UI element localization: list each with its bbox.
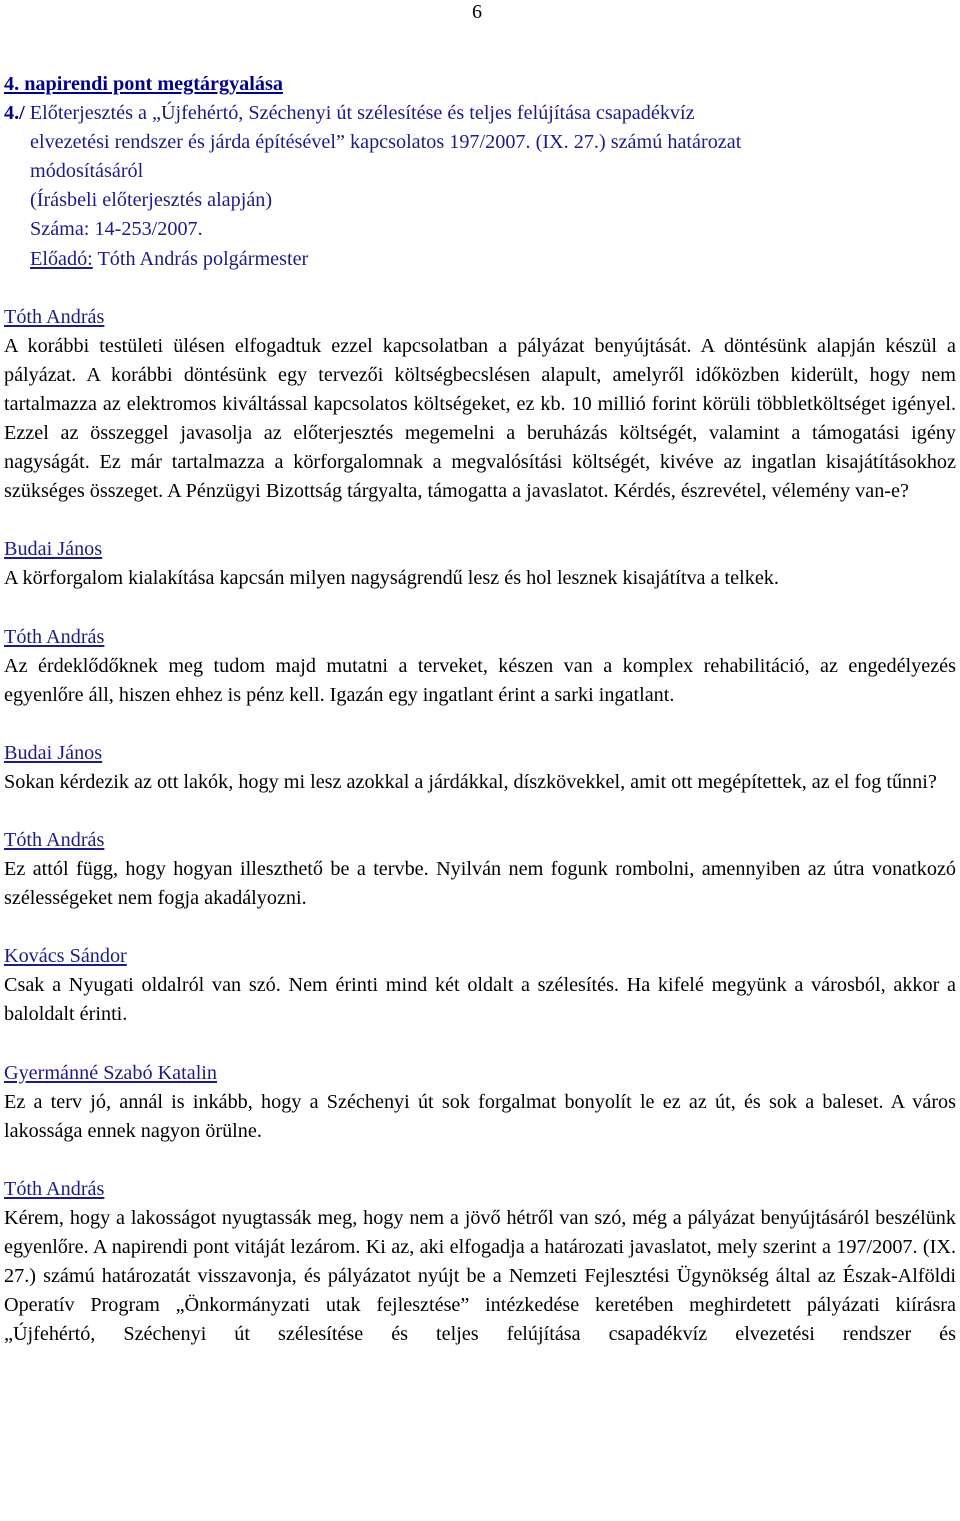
speaker-name: Tóth András: [4, 1177, 105, 1200]
speaker-name: Tóth András: [4, 305, 105, 328]
speech-text: Csak a Nyugati oldalról van szó. Nem érinti mind két oldalt a szélesítés. Ha kifelé megyünk a városból, akkor a baloldalt érinti.: [4, 974, 956, 1026]
agenda-item-number: 4./: [4, 102, 25, 125]
speaker-name: Kovács Sándor: [4, 945, 127, 968]
dialogue-entry: [4, 826, 956, 913]
speech-text: Ez a terv jó, annál is inkább, hogy a Széchenyi út sok forgalmat bonyolít le ez az út, és sok a baleset. A város lakossága ennek nagyon örülne.: [4, 1090, 956, 1142]
agenda-title-part1: Előterjesztés a „Újfehértó, Széchenyi út szélesítése és teljes felújítása csapadékvíz: [24, 102, 695, 125]
dialogue-entry: [4, 623, 956, 710]
speech-text: Sokan kérdezik az ott lakók, hogy mi lesz azokkal a járdákkal, díszkövekkel, amit ott megépítettek, az el fog tűnni?: [4, 770, 937, 793]
agenda-item-header: [4, 70, 956, 274]
speaker-name: Budai János: [4, 538, 103, 561]
agenda-number: Száma: 14-253/2007.: [30, 218, 203, 241]
speaker-name: Budai János: [4, 741, 103, 764]
dialogue-entry: [4, 535, 956, 593]
speech-text: A körforgalom kialakítása kapcsán milyen nagyságrendű lesz és hol lesznek kisajátítva a telkek.: [4, 567, 779, 590]
speech-text: Kérem, hogy a lakosságot nyugtassák meg, hogy nem a jövő hétről van szó, még a pályázat benyújtásáról beszélünk egyenlőre. A napirendi pont vitáját lezárom. Ki az, aki elfogadja a határozati javaslatot, mely szerint a 197/2007. (IX. 27.) számú határozatát visszavonja, és pályázatot nyújt be a Nemzeti Fejlesztési Ügynökség által az Észak-Alföldi Operatív Program „Önkormányzati utak fejlesztése” intézkedése keretében meghirdetett pályázati kiírásra „Újfehértó, Széchenyi út szélesítése és teljes felújítása csapadékvíz elvezetési rendszer és: [4, 1206, 956, 1346]
agenda-title-part2: elvezetési rendszer és járda építésével” kapcsolatos 197/2007. (IX. 27.) számú határozat: [30, 131, 742, 154]
dialogue-entry: [4, 1175, 956, 1350]
dialogue-entry: [4, 739, 956, 797]
agenda-title-part3: módosításáról: [30, 160, 144, 183]
agenda-presenter: [4, 245, 956, 274]
agenda-heading: 4. napirendi pont megtárgyalása: [4, 73, 283, 95]
document-body: [4, 70, 956, 1349]
speaker-name: Tóth András: [4, 625, 105, 648]
speech-text: A korábbi testületi ülésen elfogadtuk ezzel kapcsolatban a pályázat benyújtását. A döntésünk alapján készül a pályázat. A korábbi döntésünk egy tervezői költségbecslésen alapult, amelyről időközben kiderült, hogy nem tartalmazza az elektromos kiváltással kapcsolatos költségeket, ez kb. 10 millió forint körüli többletköltséget igényel. Ezzel az összeggel javasolja az előterjesztés megemelni a beruházás költségét, valamint a támogatási igény nagyságát. Ez már tartalmazza a körforgalomnak a megvalósítási költségét, kivéve az ingatlan kisajátításokhoz szükséges összeget. A Pénzügyi Bizottság tárgyalta, támogatta a javaslatot. Kérdés, észrevétel, vélemény van-e?: [4, 334, 956, 503]
presenter-label: Előadó:: [30, 247, 93, 270]
page-number: 6: [472, 1, 482, 23]
dialogue-entry: [4, 1059, 956, 1146]
speaker-name: Tóth András: [4, 828, 105, 851]
speech-text: Ez attól függ, hogy hogyan illeszthető be a tervbe. Nyilván nem fogunk rombolni, amennyiben az útra vonatkozó szélességeket nem fogja akadályozni.: [4, 858, 956, 910]
agenda-basis: (Írásbeli előterjesztés alapján): [30, 189, 273, 212]
presenter-name: Tóth András polgármester: [92, 247, 309, 270]
speaker-name: Gyermánné Szabó Katalin: [4, 1061, 218, 1084]
speech-text: Az érdeklődőknek meg tudom majd mutatni a terveket, készen van a komplex rehabilitáció, az engedélyezés egyenlőre áll, hiszen ehhez is pénz kell. Igazán egy ingatlant érint a sarki ingatlant.: [4, 654, 956, 706]
dialogue-entry: [4, 942, 956, 1029]
dialogue-entry: [4, 303, 956, 507]
agenda-title: [4, 99, 956, 128]
